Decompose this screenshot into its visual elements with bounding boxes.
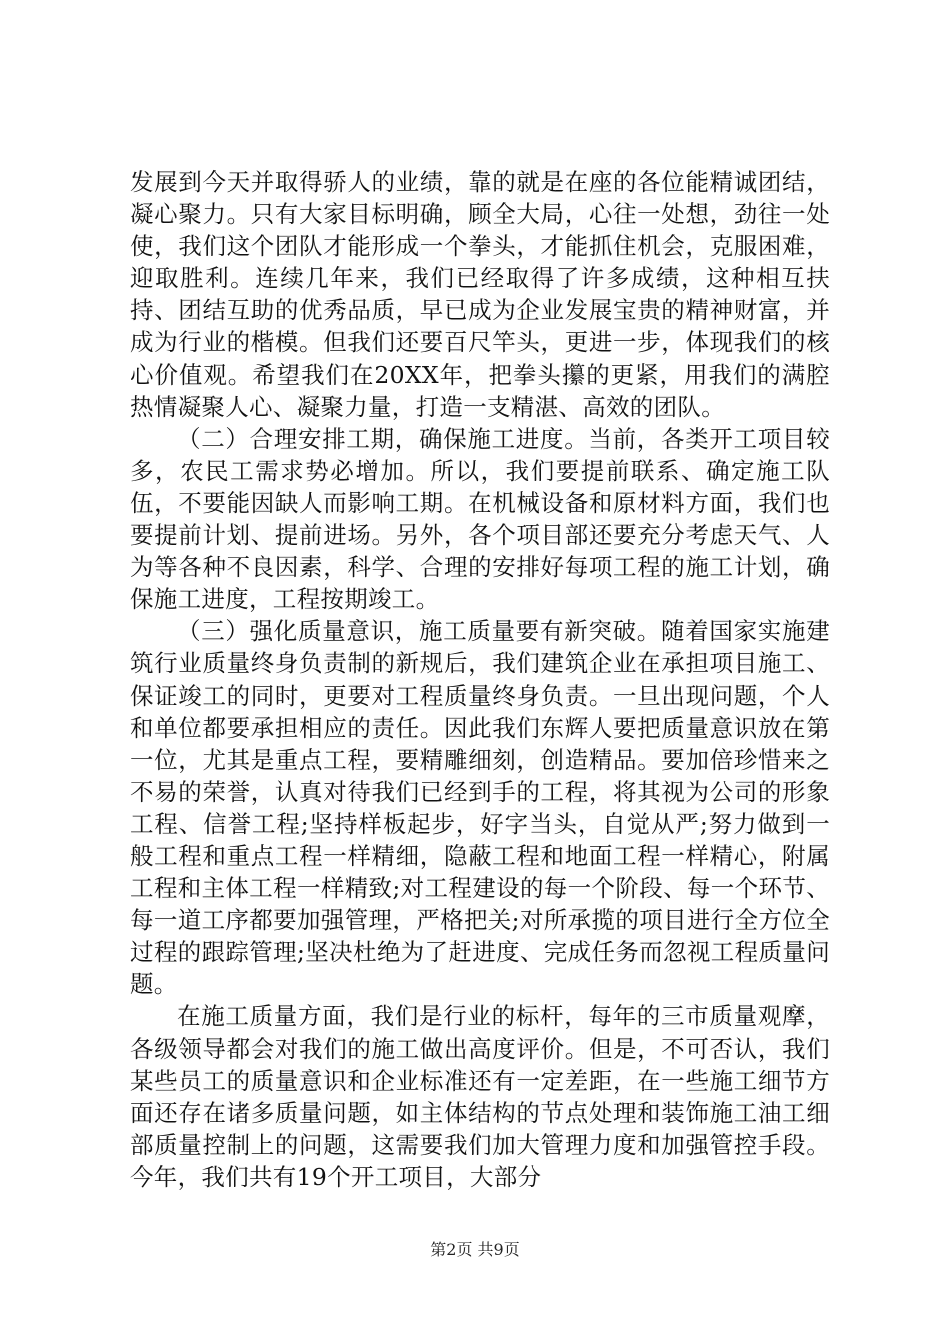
document-body: [130, 166, 830, 1193]
page-footer: 第2页 共9页: [430, 1240, 520, 1259]
paragraph-4: 在施工质量方面，我们是行业的标杆，每年的三市质量观摩，各级领导都会对我们的施工做出高度评价。但是，不可否认，我们某些员工的质量意识和企业标准还有一定差距，在一些施工细节方面还存在诸多质量问题，如主体结构的节点处理和装饰施工油工细部质量控制上的问题，这需要我们加大管理力度和加强管控手段。今年，我们共有19个开工项目，大部分: [130, 1002, 830, 1191]
paragraph-2: （二）合理安排工期，确保施工进度。当前，各类开工项目较多，农民工需求势必增加。所以，我们要提前联系、确定施工队伍，不要能因缺人而影响工期。在机械设备和原材料方面，我们也要提前计划、提前进场。另外，各个项目部还要充分考虑天气、人为等各种不良因素，科学、合理的安排好每项工程的施工计划，确保施工进度，工程按期竣工。: [130, 424, 830, 614]
paragraph-3: （三）强化质量意识，施工质量要有新突破。随着国家实施建筑行业质量终身负责制的新规后，我们建筑企业在承担项目施工、保证竣工的同时，更要对工程质量终身负责。一旦出现问题，个人和单位都要承担相应的责任。因此我们东辉人要把质量意识放在第一位，尤其是重点工程，要精雕细刻，创造精品。要加倍珍惜来之不易的荣誉，认真对待我们已经到手的工程，将其视为公司的形象工程、信誉工程;坚持样板起步，好字当头，自觉从严;努力做到一般工程和重点工程一样精细，隐蔽工程和地面工程一样精心，附属工程和主体工程一样精致;对工程建设的每一个阶段、每一个环节、每一道工序都要加强管理，严格把关;对所承揽的项目进行全方位全过程的跟踪管理;坚决杜绝为了赶进度、完成任务而忽视工程质量问题。: [130, 617, 830, 999]
paragraph-1: 发展到今天并取得骄人的业绩，靠的就是在座的各位能精诚团结，凝心聚力。只有大家目标明确，顾全大局，心往一处想，劲往一处使，我们这个团队才能形成一个拳头，才能抓住机会，克服困难，迎取胜利。连续几年来，我们已经取得了许多成绩，这种相互扶持、团结互助的优秀品质，早已成为企业发展宝贵的精神财富，并成为行业的楷模。但我们还要百尺竿头，更进一步，体现我们的核心价值观。希望我们在20XX年，把拳头攥的更紧，用我们的满腔热情凝聚人心、凝聚力量，打造一支精湛、高效的团队。: [130, 168, 830, 421]
